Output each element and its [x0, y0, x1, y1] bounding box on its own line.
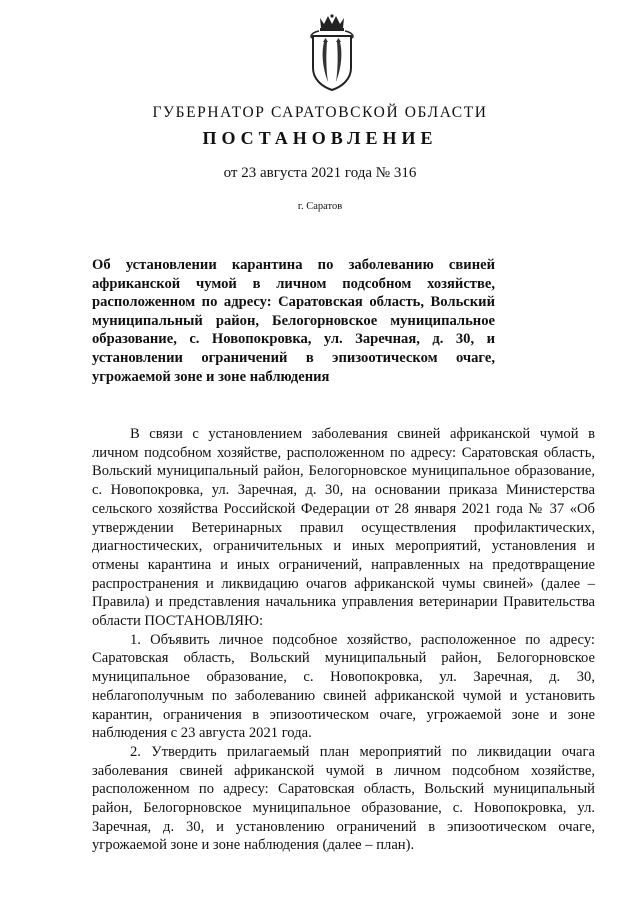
preamble-paragraph: В связи с установлением заболевания свиней африканской чумой в личном подсобном хозяйстве, расположенном по адресу: Саратовская область, Вольский муниципальный район, Белогорновское муниципальное образование, с. Новопокровка, ул. Заречная, д. 30, на основании приказа Министерства сельского хозяйства Российской Федерации от 28 января 2021 года № 37 «Об утверждении Ветеринарных правил осуществления профилактических, диагностических, ограничительных и иных мероприятий, установления и отмены карантина и иных ограничений, направленных на предотвращение распространения и ликвидацию очагов африканской чумы свиней» (далее – Правила) и представления начальника управления ветеринарии Правительства области ПОСТАНОВЛЯЮ: — [92, 426, 595, 630]
document-title: Об установлении карантина по заболеванию свиней африканской чумой в личном подсобном хозяйстве, расположенном по адресу: Саратовская область, Вольский муниципальный район, Белогорновское муниципальное образование, с. Новопокровка, ул. Заречная, д. 30, и установлении ограничений в эпизоотическом очаге, угрожаемой зоне и зоне наблюдения — [92, 257, 495, 385]
item-2-paragraph: 2. Утвердить прилагаемый план мероприятий по ликвидации очага заболевания свиней африканской чумой в личном подсобном хозяйстве, расположенном по адресу: Саратовская область, Вольский муниципальный район, Белогорновское муниципальное образование, с. Новопокровка, ул. Заречная, д. 30, и установлению ограничений в эпизоотическом очаге, угрожаемой зоне и зоне наблюдения (далее – план). — [92, 743, 595, 854]
saratov-coat-of-arms-icon — [303, 14, 361, 92]
document-body — [92, 425, 595, 855]
document-type: ПОСТАНОВЛЕНИЕ — [202, 128, 438, 148]
date-and-number: от 23 августа 2021 года № 316 — [223, 165, 417, 181]
city: г. Саратов — [297, 201, 343, 212]
item-1-paragraph: 1. Объявить личное подсобное хозяйство, расположенное по адресу: Саратовская область, Вольский муниципальный район, Белогорновское муниципальное образование, с. Новопокровка, ул. Заречная, д. 30, неблагополучным по заболеванию свиней африканской чумой и установить карантин, ограничения в эпизоотическом очаге, угрожаемой зоне и зоне наблюдения с 23 августа 2021 года. — [92, 631, 595, 742]
governor-heading: ГУБЕРНАТОР САРАТОВСКОЙ ОБЛАСТИ — [152, 104, 488, 121]
